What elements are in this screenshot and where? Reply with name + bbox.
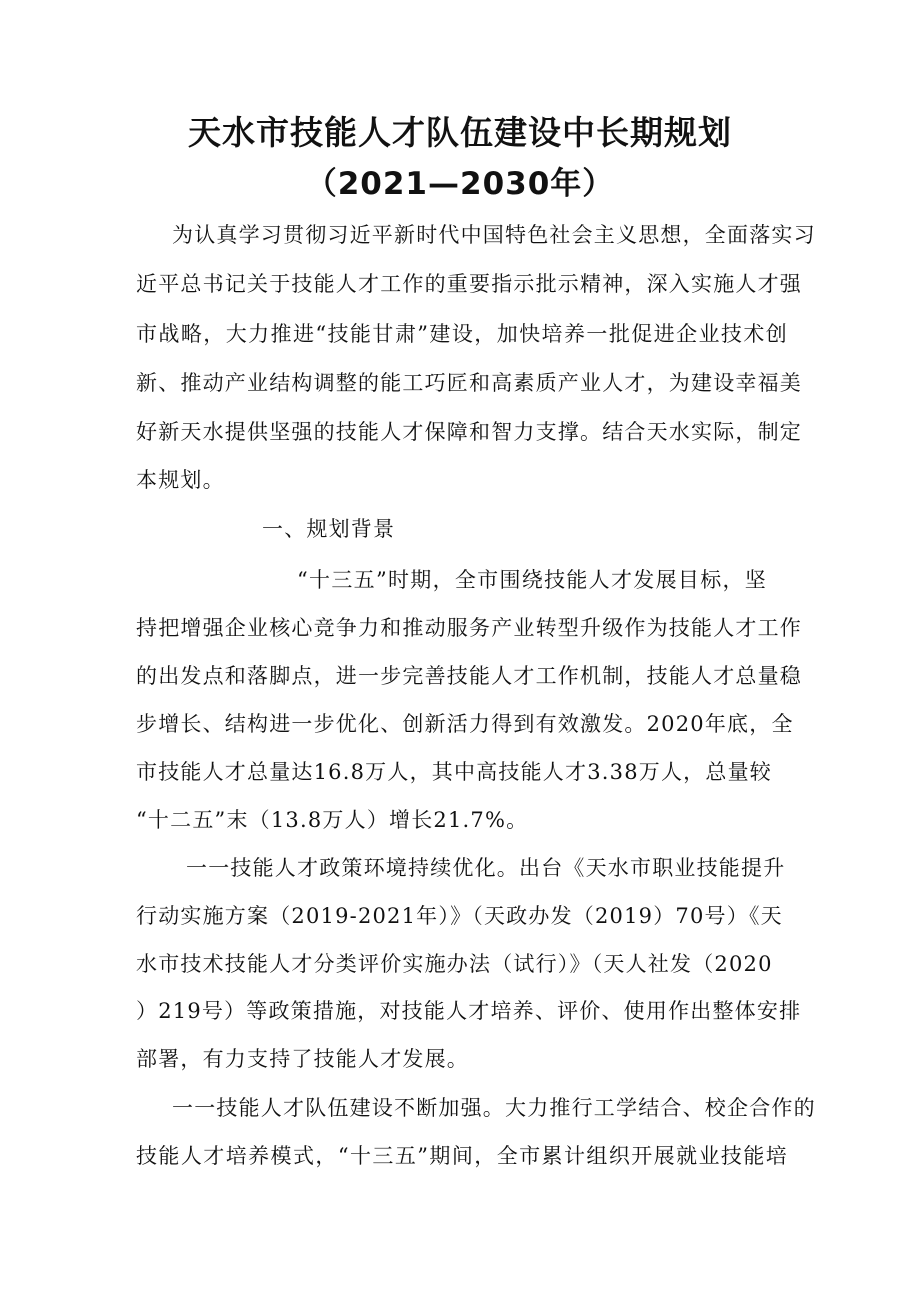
paragraph-line: 一一技能人才队伍建设不断加强。大力推行工学结合、校企合作的 (172, 1096, 816, 1120)
paragraph-line: 新、推动产业结构调整的能工巧匠和高素质产业人才，为建设幸福美 (136, 371, 802, 395)
paragraph-line: ）219号）等政策措施，对技能人才培养、评价、使用作出整体安排 (136, 999, 802, 1023)
paragraph-line: “十三五”时期，全市围绕技能人才发展目标，坚 (297, 568, 767, 592)
paragraph-line: 市战略，大力推进“技能甘肃”建设，加快培养一批促进企业技术创 (136, 322, 788, 346)
document-subtitle: （2021—2030年） (305, 166, 615, 202)
paragraph-line: 部署，有力支持了技能人才发展。 (136, 1047, 469, 1071)
paragraph-line: 的出发点和落脚点，进一步完善技能人才工作机制，技能人才总量稳 (136, 664, 802, 688)
paragraph-line: 行动实施方案（2019-2021年）》（天政办发（2019）70号）《天 (136, 904, 783, 928)
paragraph-line: 近平总书记关于技能人才工作的重要指示批示精神，深入实施人才强 (136, 272, 802, 296)
paragraph-line: 一一技能人才政策环境持续优化。出台《天水市职业技能提升 (186, 856, 786, 880)
paragraph-line: 为认真学习贯彻习近平新时代中国特色社会主义思想，全面落实习 (172, 223, 816, 247)
paragraph-line: 技能人才培养模式，“十三五”期间，全市累计组织开展就业技能培 (136, 1144, 788, 1168)
paragraph-line: “十二五”末（13.8万人）增长21.7%。 (136, 808, 529, 832)
paragraph-line: 水市技术技能人才分类评价实施办法（试行）》（天人社发（2020 (136, 952, 773, 976)
paragraph-line: 本规划。 (136, 468, 225, 492)
paragraph-line: 步增长、结构进一步优化、创新活力得到有效激发。2020年底，全 (136, 712, 794, 736)
paragraph-line: 市技能人才总量达16.8万人，其中高技能人才3.38万人，总量较 (136, 760, 772, 784)
section-heading: 一、规划背景 (262, 517, 396, 541)
document-title: 天水市技能人才队伍建设中长期规划 (188, 113, 732, 152)
paragraph-line: 好新天水提供坚强的技能人才保障和智力支撑。结合天水实际，制定 (136, 420, 802, 444)
paragraph-line: 持把增强企业核心竞争力和推动服务产业转型升级作为技能人才工作 (136, 616, 802, 640)
